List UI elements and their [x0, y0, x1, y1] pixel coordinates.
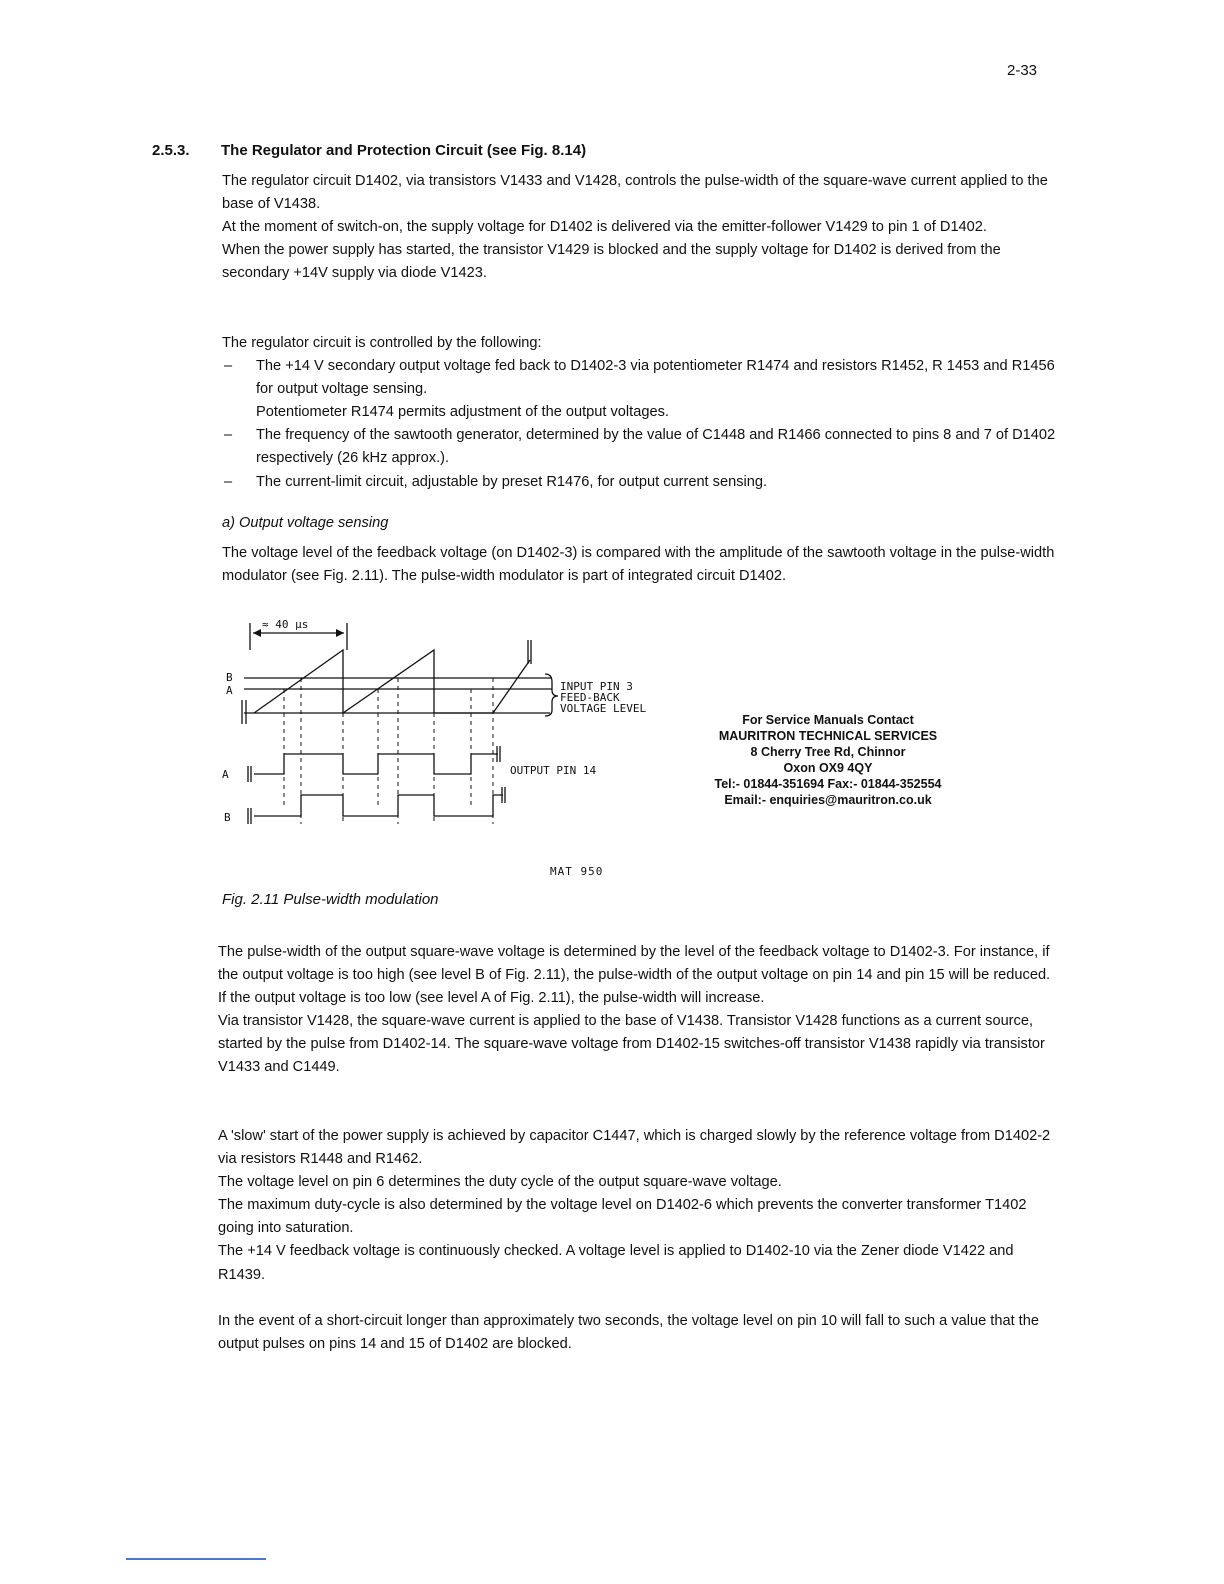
contact-line: MAURITRON TECHNICAL SERVICES: [718, 729, 938, 743]
bullet-dash: –: [224, 473, 233, 490]
slow-start-paragraph: [218, 1125, 1060, 1287]
input-label: VOLTAGE LEVEL: [560, 702, 647, 715]
bullet-dash: –: [224, 427, 233, 444]
bullet-dash: –: [224, 358, 233, 375]
bullet-text: The frequency of the sawtooth generator, determined by the value of C1448 and R1466 connected to pins 8 and 7 of D1402 respectively (26 kHz approx.).: [256, 427, 1056, 467]
bullet-item: [222, 424, 1062, 470]
pw-line: If the output voltage is too low (see level A of Fig. 2.11), the pulse-width will increase.: [218, 990, 765, 1007]
output-b-waveform: [254, 795, 503, 816]
figure-caption: Fig. 2.11 Pulse-width modulation: [222, 891, 439, 908]
sawtooth-tail: [493, 660, 530, 713]
figure-code: MAT 950: [550, 865, 604, 878]
bullet-text: The current-limit circuit, adjustable by preset R1476, for output current sensing.: [256, 473, 768, 490]
pw-line: The pulse-width of the output square-wave voltage is determined by the level of the feedback voltage to D1402-3. For instance, if the output voltage is too high (see level B of Fig. 2.11), the pulse-width of the output voltage on pin 14 and pin 15 will be reduced.: [218, 944, 1051, 984]
service-contact: [690, 712, 966, 808]
intro-line: At the moment of switch-on, the supply voltage for D1402 is delivered via the emitter-follower V1429 to pin 1 of D1402.: [222, 219, 987, 236]
section-title: The Regulator and Protection Circuit (see Fig. 8.14): [221, 142, 587, 159]
sensing-paragraph: The voltage level of the feedback voltage (on D1402-3) is compared with the amplitude of the sawtooth voltage in the pulse-width modulator (see Fig. 2.11). The pulse-width modulator is part of integrated circuit D1402.: [222, 545, 1055, 585]
level-b-label: B: [226, 671, 233, 684]
level-a-label: A: [226, 684, 233, 697]
trace-a-label: A: [222, 768, 229, 781]
contact-line: Tel:- 01844-351694 Fax:- 01844-352554: [714, 777, 942, 791]
output-a-waveform: [254, 754, 498, 774]
pw-line: Via transistor V1428, the square-wave current is applied to the base of V1438. Transistor V1428 functions as a current source, started by the pulse from D1402-14. The square-wave voltage from D1402-15 switches-off transistor V1438 rapidly via transistor V1433 and C1449.: [218, 1013, 1045, 1076]
bullet-text: The +14 V secondary output voltage fed back to D1402-3 via potentiometer R1474 and resistors R1452, R 1453 and R1456 for output voltage sensing.: [256, 358, 1055, 398]
label-brace: [545, 674, 558, 716]
intro-paragraph: [222, 170, 1062, 285]
intro-line: When the power supply has started, the transistor V1429 is blocked and the supply voltage for D1402 is derived from the secondary +14V supply via diode V1423.: [222, 242, 1001, 282]
pwm-diagram: [220, 612, 680, 852]
controlled-by-section: [222, 332, 1062, 494]
contact-line: Oxon OX9 4QY: [783, 761, 873, 775]
period-label: ≈ 40 μs: [262, 618, 309, 631]
intro-line: The regulator circuit D1402, via transistors V1433 and V1428, controls the pulse-width of the square-wave current applied to the base of V1438.: [222, 173, 1048, 213]
bullet-item: [222, 471, 1062, 494]
contact-line: Email:- enquiries@mauritron.co.uk: [724, 793, 932, 807]
sawtooth-waveform: [254, 650, 493, 713]
slow-line: A 'slow' start of the power supply is achieved by capacitor C1447, which is charged slowly by the reference voltage from D1402-2 via resistors R1448 and R1462.: [218, 1128, 1051, 1168]
short-circuit-paragraph: In the event of a short-circuit longer than approximately two seconds, the voltage level on pin 10 will fall to such a value that the output pulses on pins 14 and 15 of D1402 are blocked.: [218, 1313, 1039, 1353]
pulse-width-paragraph: [218, 941, 1060, 1080]
contact-line: 8 Cherry Tree Rd, Chinnor: [750, 745, 906, 759]
slow-line: The voltage level on pin 6 determines the duty cycle of the output square-wave voltage.: [218, 1174, 782, 1191]
period-arrowhead-right: [336, 629, 344, 637]
period-arrowhead-left: [253, 629, 261, 637]
input-label: FEED-BACK: [560, 691, 620, 704]
output-pin-label: OUTPUT PIN 14: [510, 764, 597, 777]
contact-line: For Service Manuals Contact: [742, 713, 914, 727]
controlled-intro: The regulator circuit is controlled by the following:: [222, 335, 542, 351]
section-number: 2.5.3.: [152, 142, 190, 159]
input-label: INPUT PIN 3: [560, 680, 633, 693]
footer-rule: [126, 1558, 266, 1560]
bullet-item: [222, 355, 1062, 424]
slow-line: The maximum duty-cycle is also determined by the voltage level on D1402-6 which prevents the converter transformer T1402 going into saturation.: [218, 1197, 1027, 1237]
subheading: a) Output voltage sensing: [222, 515, 389, 531]
trace-b-label: B: [224, 811, 231, 824]
bullet-extra: Potentiometer R1474 permits adjustment of the output voltages.: [256, 404, 669, 421]
page-number: 2-33: [1007, 62, 1038, 79]
slow-line: The +14 V feedback voltage is continuously checked. A voltage level is applied to D1402-10 via the Zener diode V1422 and R1439.: [218, 1243, 1014, 1283]
